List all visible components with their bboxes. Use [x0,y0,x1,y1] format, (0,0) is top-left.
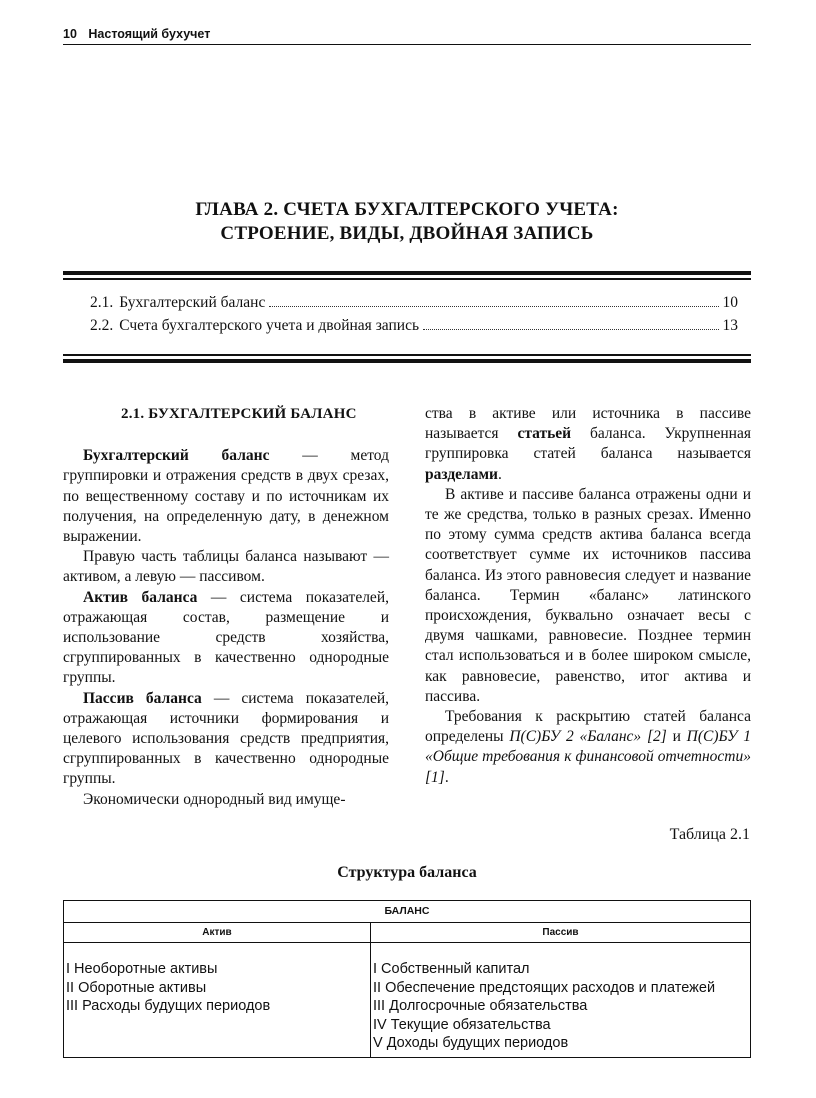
toc-bottom-rule-thick [63,359,751,363]
reference: П(С)БУ 1 «Общие требования к финансовой отчетности» [1] [425,728,752,786]
toc-top-rule-thin [63,278,751,280]
assets-column [64,923,371,1057]
page-number: 10 [63,27,77,41]
toc-entry-page: 13 [722,317,738,334]
paragraph: Бухгалтерский баланс — метод группировки и отражения средств в двух срезах, по вещественному составу и по источникам их получения, на определенную дату, в денежном выражении. [63,447,389,546]
liabilities-column-header: Пассив [371,923,750,943]
table-number-label: Таблица 2.1 [669,826,750,843]
table-cell: I Собственный капитал [373,961,530,977]
chapter-title [63,198,751,246]
paragraph: Экономически однородный вид имуще- [83,790,346,808]
table-caption: Структура баланса [337,864,477,881]
section-title: 2.1. БУХГАЛТЕРСКИЙ БАЛАНС [121,406,357,422]
toc-entry-title: Счета бухгалтерского учета и двойная запись [119,317,420,334]
table-header: БАЛАНС [64,901,750,923]
toc-entry[interactable] [90,317,738,340]
toc-entry-page: 10 [722,294,738,311]
left-column [63,404,389,810]
term: Бухгалтерский баланс [83,447,270,465]
table-cell: IV Текущие обязательства [373,1016,551,1033]
toc-entry-title: Бухгалтерский баланс [119,294,266,311]
toc-bottom-rule-thin [63,354,751,356]
toc-entry[interactable] [90,294,738,317]
table-cell: III Расходы будущих периодов [66,998,271,1014]
table-cell: II Обеспечение предстоящих расходов и платежей [373,979,716,996]
toc-entry-number: 2.1. [90,294,114,311]
running-header [63,26,751,45]
table-of-contents [90,294,738,340]
running-title: Настоящий бухучет [88,27,211,41]
paragraph: Пассив баланса — система показателей, отражающая источники формирования и целевого использования средств предприятия, сгруппированных в качественно однородные группы. [63,689,389,788]
table-cell: V Доходы будущих периодов [373,1035,569,1051]
toc-entry-number: 2.2. [90,317,114,334]
table-cell: II Оборотные активы [66,979,207,996]
paragraph: Правую часть таблицы баланса называют — активом, а левую — пассивом. [63,548,389,586]
chapter-title-line-2: СТРОЕНИЕ, ВИДЫ, ДВОЙНАЯ ЗАПИСЬ [220,223,594,244]
table-cell: I Необоротные активы [66,961,218,977]
paragraph: ства в активе или источника в пассиве называется статьей баланса. Укрупненная группировка статей баланса называется разделами. [425,405,751,483]
paragraph: Требования к раскрытию статей баланса определены П(С)БУ 2 «Баланс» [2] и П(С)БУ 1 «Общие требования к финансовой отчетности» [1]. [425,708,752,786]
table-cell: III Долгосрочные обязательства [373,998,588,1014]
liabilities-column [371,923,750,1057]
assets-column-header: Актив [64,923,370,943]
term: статьей [517,425,572,443]
chapter-title-line-1: ГЛАВА 2. СЧЕТА БУХГАЛТЕРСКОГО УЧЕТА: [195,199,619,220]
reference: П(С)БУ 2 «Баланс» [2] [509,728,667,746]
paragraph: В активе и пассиве баланса отражены одни и те же средства, только в разных срезах. Именно по этому сумма средств актива баланса всегда соответствует сумме их источников пассива баланса. Из этого равновесия следует и название баланса. Термин «баланс» латинского происхождения, буквально означает весы с двумя чашками, равновесие. Позднее термин стал использоваться и в более широком смысле, как равновесие, равенство, итог актива и пассива. [425,485,751,705]
balance-structure-table [63,900,751,1058]
term: Пассив баланса [83,689,202,707]
paragraph: Актив баланса — система показателей, отражающая состав, размещение и использование средств хозяйства, сгруппированных в качественно однородные группы. [63,588,389,687]
right-column [425,404,751,788]
toc-leader-dots [269,306,718,307]
term: Актив баланса [83,588,198,606]
toc-leader-dots [423,329,718,330]
term: разделами [425,465,498,483]
toc-top-rule-thick [63,271,751,275]
